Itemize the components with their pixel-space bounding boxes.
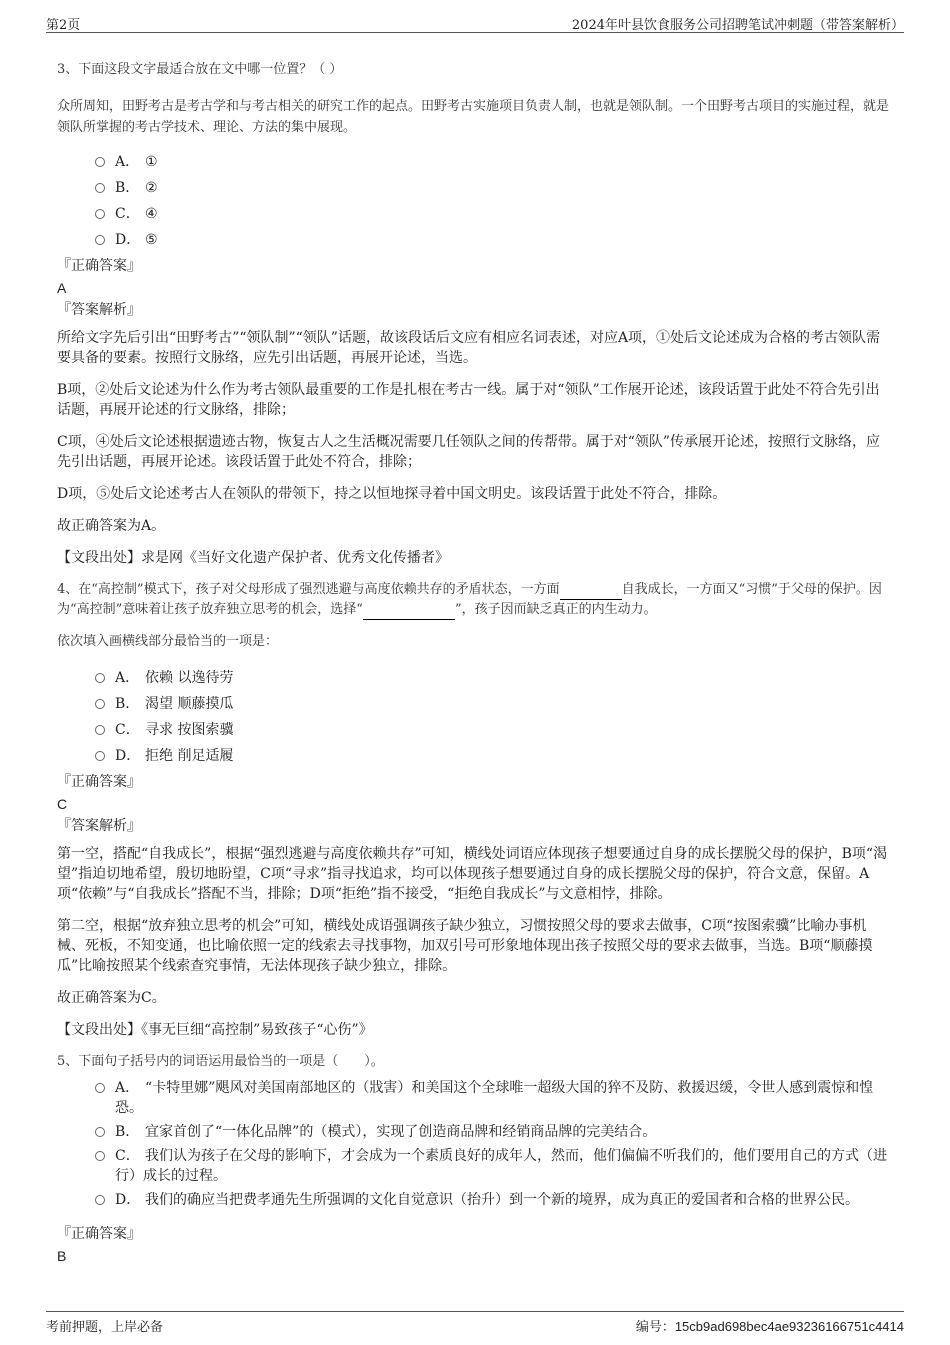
radio-icon[interactable] <box>95 673 105 683</box>
analysis-label: 『答案解析』 <box>57 302 141 318</box>
radio-icon[interactable] <box>95 235 105 245</box>
radio-icon[interactable] <box>95 751 105 761</box>
analysis-conclusion: 故正确答案为A。 <box>57 518 166 534</box>
question-3-passage: 众所周知，田野考古是考古学和与考古相关的研究工作的起点。田野考古实施项目负责人制，也就是领队制。一个田野考古项目的实施过程，就是领队所掌握的考古学技术、理论、方法的集中展现。 <box>57 99 890 135</box>
analysis-label: 『答案解析』 <box>57 818 141 834</box>
correct-answer-label: 『正确答案』 <box>57 258 141 274</box>
option-a[interactable]: A． 依赖 以逸待劳 <box>95 668 889 688</box>
radio-icon[interactable] <box>95 1195 105 1205</box>
radio-icon[interactable] <box>95 1083 105 1093</box>
radio-icon[interactable] <box>95 1127 105 1137</box>
footer-slogan: 考前押题，上岸必备 <box>46 1320 164 1335</box>
analysis-paragraph: 第一空，搭配“自我成长”，根据“强烈逃避与高度依赖共存”可知，横线处词语应体现孩子想要通过自身的成长摆脱父母的保护，B项“渴望”指迫切地希望，殷切地盼望，C项“寻求”指寻找追求，均可以体现孩子想要通过自身的成长摆脱父母的保护，符合文意，保留。A项“依赖”与“自我成长”搭配不当，排除；D项“拒绝”指不接受，“拒绝自我成长”与文意相悖，排除。 <box>57 846 888 902</box>
option-b[interactable]: B． 渴望 顺藤摸瓜 <box>95 694 889 714</box>
serial-number: 编号：15cb9ad698bec4ae93236166751c4414 <box>635 1319 904 1335</box>
option-a[interactable]: A． “卡特里娜”飓风对美国南部地区的（戕害）和美国这个全球唯一超级大国的猝不及防、救援迟缓，令世人感到震惊和惶恐。 <box>95 1078 889 1118</box>
document-body <box>57 60 889 1268</box>
page-number: 第2页 <box>46 18 81 33</box>
question-3-options <box>95 152 889 250</box>
analysis-paragraph: B项，②处后文论述为什么作为考古领队最重要的工作是扎根在考古一线。属于对“领队”工作展开论述，该段话置于此处不符合先引出话题，再展开论述的行文脉络，排除； <box>57 382 880 418</box>
document-title: 2024年叶县饮食服务公司招聘笔试冲刺题（带答案解析） <box>571 18 904 33</box>
option-d[interactable]: D． 拒绝 削足适履 <box>95 746 889 766</box>
question-5-stem: 5、下面句子括号内的词语运用最恰当的一项是（ ）。 <box>57 1054 384 1069</box>
question-5-answer: B <box>57 1248 67 1264</box>
option-a[interactable]: A． ① <box>95 152 889 172</box>
question-4-stem: 4、在“高控制”模式下，孩子对父母形成了强烈逃避与高度依赖共存的矛盾状态，一方面 自我成长，一方面又“习惯”于父母的保护。因为“高控制”意味着让孩子放弃独立思考的机会，选择“ ”，孩子因而缺乏真正的内生动力。 <box>57 580 889 620</box>
page-header <box>46 12 904 33</box>
question-4-answer: C <box>57 796 68 812</box>
option-b[interactable]: B． ② <box>95 178 889 198</box>
source-citation: 【文段出处】求是网《当好文化遗产保护者、优秀文化传播者》 <box>57 550 449 566</box>
correct-answer-label: 『正确答案』 <box>57 774 141 790</box>
question-3-answer: A <box>57 280 67 296</box>
radio-icon[interactable] <box>95 1151 105 1161</box>
question-5-options <box>95 1078 889 1210</box>
fill-blank-2 <box>363 605 455 620</box>
radio-icon[interactable] <box>95 209 105 219</box>
option-d[interactable]: D． ⑤ <box>95 230 889 250</box>
correct-answer-label: 『正确答案』 <box>57 1226 141 1242</box>
fill-blank-1 <box>560 585 622 600</box>
option-c[interactable]: C． ④ <box>95 204 889 224</box>
analysis-conclusion: 故正确答案为C。 <box>57 990 166 1006</box>
option-b[interactable]: B． 宜家首创了“一体化品牌”的（模式），实现了创造商品牌和经销商品牌的完美结合。 <box>95 1122 889 1142</box>
question-4-prompt: 依次填入画横线部分最恰当的一项是： <box>57 634 279 649</box>
radio-icon[interactable] <box>95 183 105 193</box>
analysis-paragraph: 第二空，根据“放弃独立思考的机会”可知，横线处成语强调孩子缺少独立，习惯按照父母的要求去做事，C项“按图索骥”比喻办事机械、死板，不知变通，也比喻依照一定的线索去寻找事物，加双引号可形象地体现出孩子按照父母的要求去做事，当选。B项“顺藤摸瓜”比喻按照某个线索查究事情，无法体现孩子缺少独立，排除。 <box>57 918 873 974</box>
question-4-options <box>95 668 889 766</box>
source-citation: 【文段出处】《事无巨细“高控制”易致孩子“心伤”》 <box>57 1022 373 1038</box>
option-c[interactable]: C． 我们认为孩子在父母的影响下，才会成为一个素质良好的成年人，然而，他们偏偏不听我们的，他们要用自己的方式（进行）成长的过程。 <box>95 1146 889 1186</box>
analysis-paragraph: D项，⑤处后文论述考古人在领队的带领下，持之以恒地探寻着中国文明史。该段话置于此处不符合，排除。 <box>57 486 727 502</box>
option-d[interactable]: D． 我们的确应当把费孝通先生所强调的文化自觉意识（抬升）到一个新的境界，成为真正的爱国者和合格的世界公民。 <box>95 1190 889 1210</box>
option-c[interactable]: C． 寻求 按图索骥 <box>95 720 889 740</box>
radio-icon[interactable] <box>95 725 105 735</box>
radio-icon[interactable] <box>95 157 105 167</box>
page-footer <box>46 1311 904 1335</box>
analysis-paragraph: 所给文字先后引出“田野考古”“领队制”“领队”话题，故该段话后文应有相应名词表述，对应A项，①处后文论述成为合格的考古领队需要具备的要素。按照行文脉络，应先引出话题，再展开论述，当选。 <box>57 330 881 366</box>
radio-icon[interactable] <box>95 699 105 709</box>
analysis-paragraph: C项，④处后文论述根据遗迹古物，恢复古人之生活概况需要几任领队之间的传帮带。属于对“领队”传承展开论述，按照行文脉络，应先引出话题，再展开论述。该段话置于此处不符合，排除； <box>57 434 881 470</box>
question-3-stem: 3、下面这段文字最适合放在文中哪一位置？（ ） <box>57 62 343 77</box>
